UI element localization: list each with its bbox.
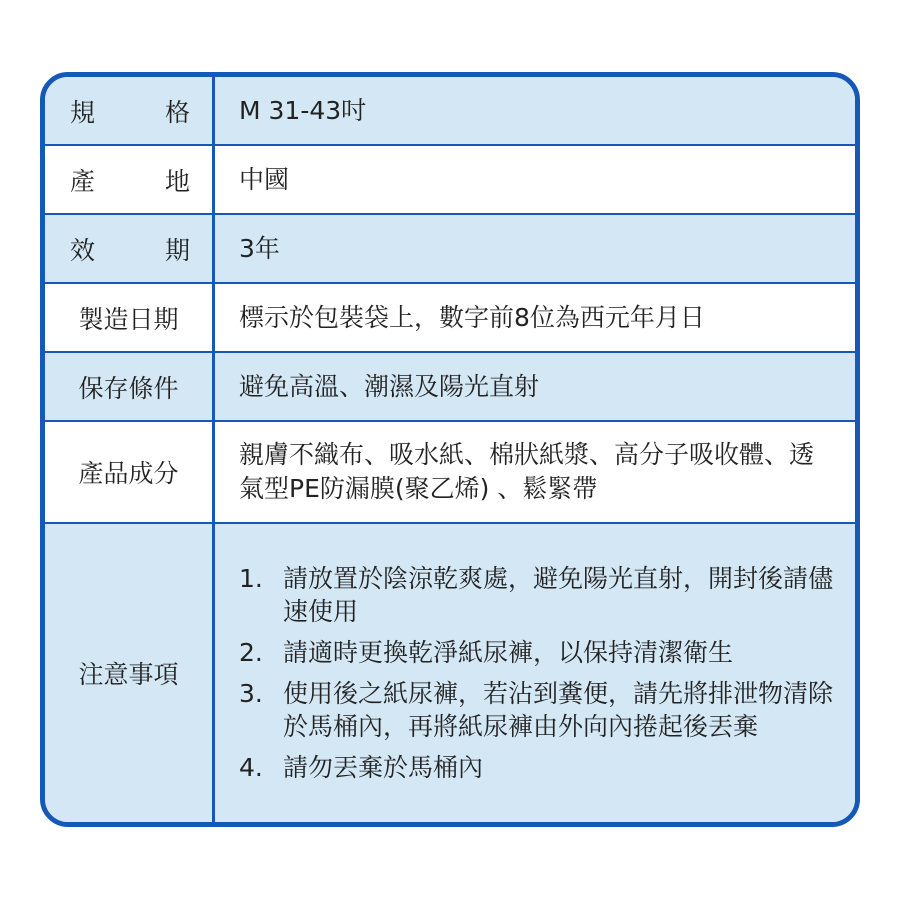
row-specification (45, 77, 855, 146)
row-value: 親膚不織布、吸水紙、棉狀紙漿、高分子吸收體、透氣型PE防漏膜(聚乙烯) 、鬆緊帶 (239, 440, 815, 503)
list-item-text: 請勿丟棄於馬桶內 (283, 753, 484, 782)
label-char: 產 (70, 166, 96, 196)
row-shelf-life (45, 215, 855, 284)
row-label: 製造日期 (45, 284, 215, 351)
list-item-number: 4. (239, 753, 263, 782)
label-char: 格 (164, 97, 190, 127)
list-item (239, 751, 835, 784)
row-label (45, 77, 215, 144)
row-value: M 31-43吋 (239, 95, 367, 125)
row-storage-conditions (45, 353, 855, 422)
row-origin (45, 146, 855, 215)
row-label: 注意事項 (45, 524, 215, 822)
list-item-number: 2. (239, 638, 263, 667)
label-char: 期 (164, 235, 190, 265)
row-value (215, 524, 855, 822)
row-label (45, 146, 215, 213)
row-ingredients (45, 422, 855, 524)
list-item-number: 3. (239, 679, 263, 708)
precautions-list (239, 554, 835, 792)
list-item-text: 使用後之紙尿褲，若沾到糞便，請先將排泄物清除於馬桶內，再將紙尿褲由外向內捲起後丟棄 (283, 679, 834, 741)
row-value: 避免高溫、潮濕及陽光直射 (239, 371, 540, 401)
list-item (239, 636, 835, 669)
label-char: 地 (164, 166, 190, 196)
row-precautions (45, 524, 855, 822)
row-label (45, 215, 215, 282)
row-value: 中國 (239, 164, 290, 194)
list-item-text: 請放置於陰涼乾爽處，避免陽光直射，開封後請儘速使用 (283, 564, 834, 626)
list-item (239, 562, 835, 628)
list-item-number: 1. (239, 564, 263, 593)
label-char: 效 (70, 235, 96, 265)
product-spec-table (40, 72, 860, 827)
row-label: 產品成分 (45, 422, 215, 522)
label-char: 規 (70, 97, 96, 127)
list-item (239, 677, 835, 743)
row-value: 3年 (239, 233, 280, 263)
row-value: 標示於包裝袋上，數字前8位為西元年月日 (239, 302, 705, 332)
list-item-text: 請適時更換乾淨紙尿褲，以保持清潔衛生 (283, 638, 734, 667)
row-label: 保存條件 (45, 353, 215, 420)
row-manufacture-date (45, 284, 855, 353)
